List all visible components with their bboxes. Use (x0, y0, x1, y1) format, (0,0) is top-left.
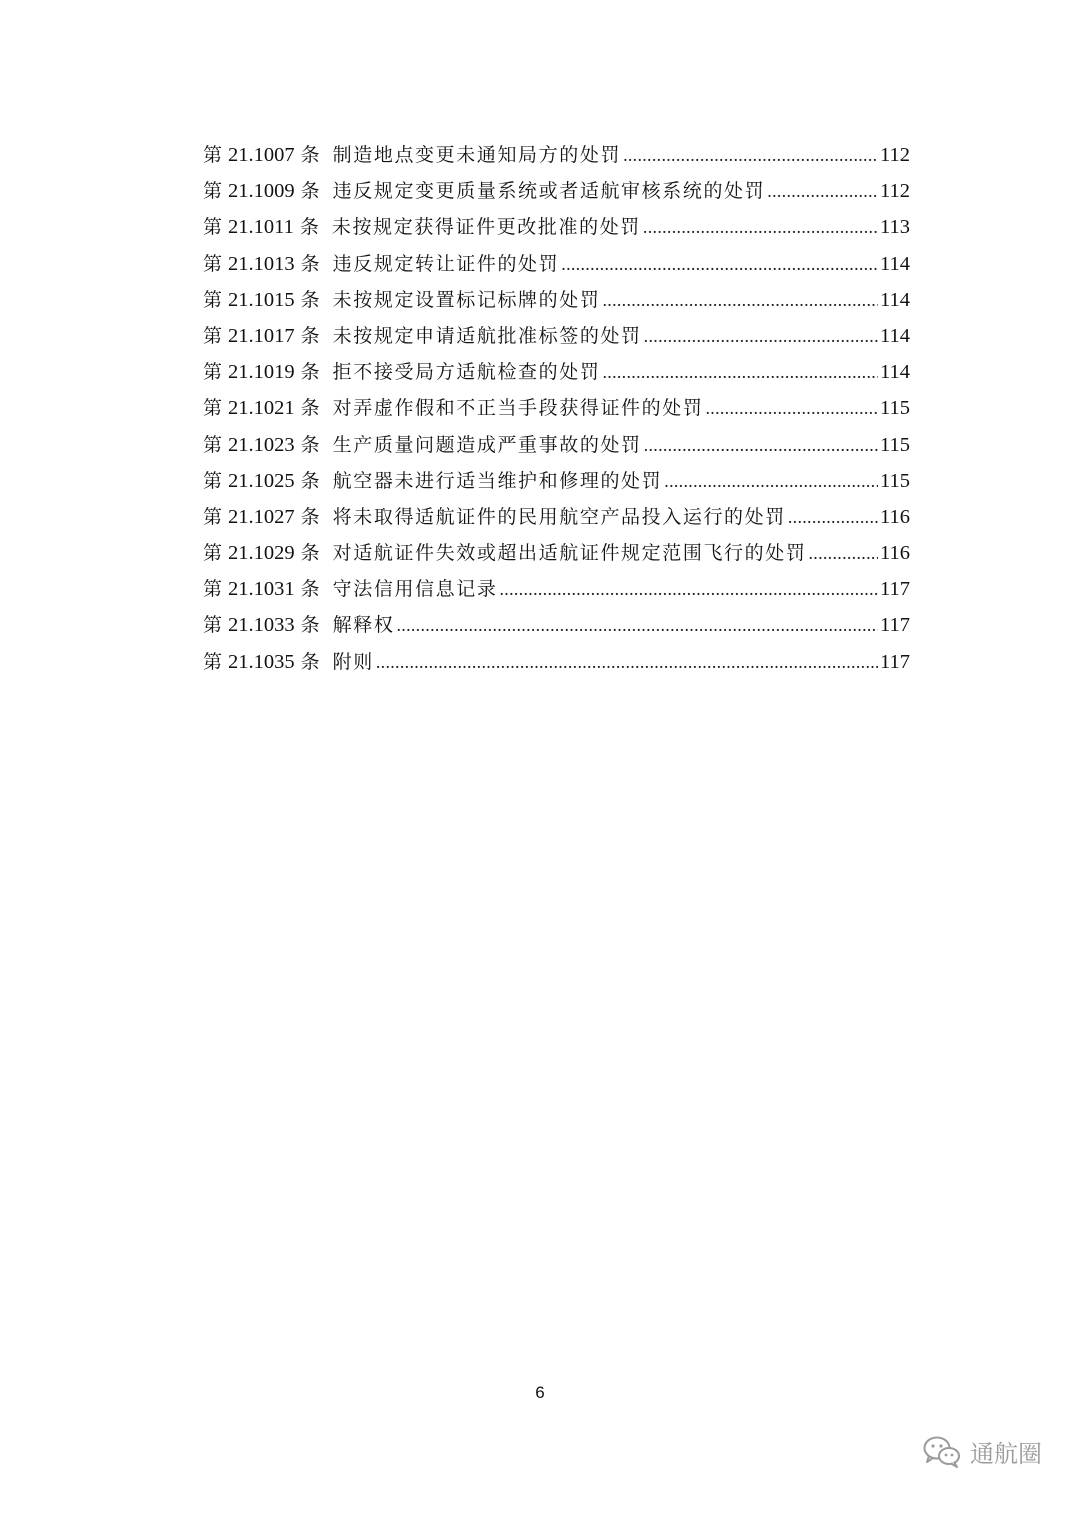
article-title: 附则 (332, 650, 374, 673)
dot-leader (499, 571, 878, 607)
article-number: 第 21.1029 条 (203, 542, 320, 565)
dot-leader (643, 209, 878, 245)
article-title: 未按规定获得证件更改批准的处罚 (331, 216, 641, 239)
dot-leader (376, 644, 878, 680)
dot-leader (788, 499, 878, 535)
dot-leader (623, 137, 878, 173)
dot-leader (602, 354, 878, 390)
article-title: 将未取得适航证件的民用航空产品投入运行的处罚 (332, 505, 786, 528)
article-title: 违反规定转让证件的处罚 (332, 252, 560, 275)
page-reference: 116 (880, 505, 910, 528)
article-number: 第 21.1033 条 (203, 614, 320, 637)
toc-row[interactable] (203, 282, 910, 318)
article-title: 航空器未进行适当维护和修理的处罚 (332, 469, 663, 492)
dot-leader (808, 535, 878, 571)
toc-row[interactable] (203, 463, 910, 499)
watermark (922, 1434, 1042, 1469)
table-of-contents (203, 137, 910, 680)
toc-row[interactable] (203, 499, 910, 535)
dot-leader (602, 282, 878, 318)
article-title: 生产质量问题造成严重事故的处罚 (332, 433, 642, 456)
dot-leader (644, 318, 878, 354)
article-title: 拒不接受局方适航检查的处罚 (332, 361, 601, 384)
article-number: 第 21.1009 条 (203, 180, 320, 203)
page-reference: 114 (880, 252, 910, 275)
wechat-icon (922, 1435, 962, 1469)
article-number: 第 21.1025 条 (203, 469, 320, 492)
page-reference: 112 (880, 180, 910, 203)
page-reference: 114 (880, 361, 910, 384)
article-title: 守法信用信息记录 (332, 578, 498, 601)
page-reference: 115 (880, 469, 910, 492)
watermark-text: 通航圈 (970, 1440, 1042, 1468)
dot-leader (705, 390, 878, 426)
page-reference: 117 (880, 650, 910, 673)
toc-row[interactable] (203, 246, 910, 282)
article-number: 第 21.1015 条 (203, 288, 320, 311)
toc-row[interactable] (203, 427, 910, 463)
article-number: 第 21.1021 条 (203, 397, 320, 420)
page-reference: 112 (880, 144, 910, 166)
toc-row[interactable] (203, 607, 910, 643)
toc-row[interactable] (203, 535, 910, 571)
toc-row[interactable] (203, 644, 910, 680)
page-reference: 117 (880, 614, 910, 637)
dot-leader (664, 463, 878, 499)
article-number: 第 21.1027 条 (203, 505, 320, 528)
article-title: 未按规定申请适航批准标签的处罚 (332, 324, 642, 347)
toc-row[interactable] (203, 571, 910, 607)
article-number: 第 21.1011 条 (203, 216, 319, 239)
page-reference: 114 (880, 324, 910, 347)
toc-row[interactable] (203, 354, 910, 390)
page-reference: 116 (880, 542, 910, 565)
article-number: 第 21.1031 条 (203, 578, 320, 601)
toc-row[interactable] (203, 390, 910, 426)
page-number: 6 (535, 1383, 545, 1402)
article-number: 第 21.1035 条 (203, 650, 320, 673)
article-number: 第 21.1019 条 (203, 361, 320, 384)
page-reference: 113 (880, 216, 910, 239)
dot-leader (561, 246, 878, 282)
toc-row[interactable] (203, 209, 910, 245)
toc-row[interactable] (203, 137, 910, 173)
page-reference: 115 (880, 397, 910, 420)
article-number: 第 21.1013 条 (203, 252, 320, 275)
article-title: 未按规定设置标记标牌的处罚 (332, 288, 601, 311)
dot-leader (396, 607, 878, 643)
page-reference: 117 (880, 578, 910, 601)
page-reference: 114 (880, 288, 910, 311)
toc-row[interactable] (203, 318, 910, 354)
article-number: 第 21.1017 条 (203, 324, 320, 347)
article-title: 对适航证件失效或超出适航证件规定范围飞行的处罚 (332, 542, 807, 565)
article-number: 第 21.1023 条 (203, 433, 320, 456)
article-title: 违反规定变更质量系统或者适航审核系统的处罚 (332, 180, 766, 203)
article-title: 解释权 (332, 614, 395, 637)
dot-leader (644, 427, 878, 463)
article-title: 制造地点变更未通知局方的处罚 (332, 144, 622, 166)
article-number: 第 21.1007 条 (203, 144, 320, 166)
toc-row[interactable] (203, 173, 910, 209)
page-reference: 115 (880, 433, 910, 456)
article-title: 对弄虚作假和不正当手段获得证件的处罚 (332, 397, 704, 420)
dot-leader (767, 173, 878, 209)
